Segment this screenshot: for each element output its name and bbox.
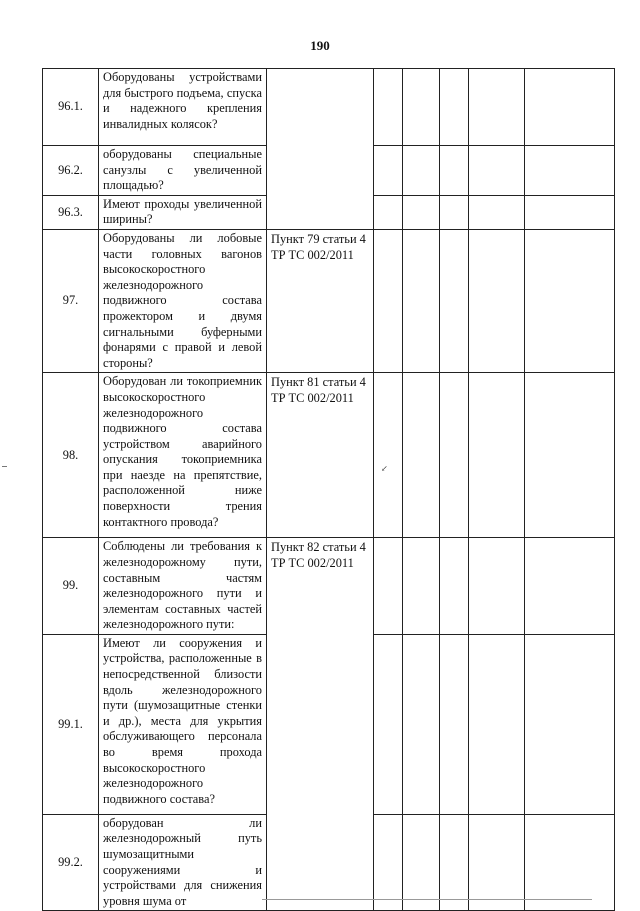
question-text: Оборудованы ли лобовые части головных вагонов высокоскоростного железнодорожного подвижного состава прожектором и двумя сигнальными буферными фонарями с правой и левой стороны? xyxy=(103,230,262,370)
empty-cell xyxy=(440,634,469,814)
empty-cell xyxy=(525,373,615,538)
question-text: оборудованы специальные санузлы с увеличенной площадью? xyxy=(103,147,262,193)
empty-cell xyxy=(469,69,525,146)
table-row xyxy=(43,373,615,538)
empty-cell xyxy=(403,195,440,229)
checklist-table xyxy=(42,68,615,911)
empty-cell xyxy=(440,814,469,911)
empty-cell xyxy=(403,146,440,196)
row-number: 99. xyxy=(43,538,99,635)
reference-cell xyxy=(267,69,374,230)
empty-cell xyxy=(525,229,615,372)
empty-cell xyxy=(469,195,525,229)
question-text: Имеют проходы увеличенной ширины? xyxy=(103,196,262,227)
row-number: 96.3. xyxy=(43,195,99,229)
empty-cell xyxy=(469,634,525,814)
scan-artifact xyxy=(2,466,7,467)
empty-cell xyxy=(440,229,469,372)
row-number: 99.1. xyxy=(43,634,99,814)
empty-cell xyxy=(374,634,403,814)
empty-cell xyxy=(469,146,525,196)
empty-cell xyxy=(440,538,469,635)
empty-cell xyxy=(403,69,440,146)
empty-cell xyxy=(525,69,615,146)
empty-cell xyxy=(403,229,440,372)
empty-cell xyxy=(525,538,615,635)
empty-cell xyxy=(525,814,615,911)
empty-cell xyxy=(374,69,403,146)
reference-text: Пункт 82 статьи 4 ТР ТС 002/2011 xyxy=(267,538,374,911)
empty-cell xyxy=(374,146,403,196)
row-number: 96.1. xyxy=(43,69,99,146)
row-number: 98. xyxy=(43,373,99,538)
empty-cell xyxy=(374,814,403,911)
empty-cell xyxy=(469,538,525,635)
row-number: 96.2. xyxy=(43,146,99,196)
empty-cell xyxy=(440,69,469,146)
table-row xyxy=(43,69,615,146)
empty-cell xyxy=(469,373,525,538)
empty-cell xyxy=(469,229,525,372)
stray-mark: ↙ xyxy=(381,464,388,473)
row-number: 97. xyxy=(43,229,99,372)
question-text: оборудован ли железнодорожный путь шумозащитными сооружениями и устройствами для снижения уровня шума от xyxy=(103,815,262,908)
empty-cell xyxy=(403,538,440,635)
empty-cell xyxy=(403,373,440,538)
empty-cell xyxy=(374,373,403,538)
question-text: Соблюдены ли требования к железнодорожному пути, составным частям железнодорожного пути и элементам составных частей железнодорожного пути: xyxy=(103,539,262,632)
empty-cell xyxy=(403,814,440,911)
empty-cell xyxy=(469,814,525,911)
empty-cell xyxy=(440,373,469,538)
question-text: Имеют ли сооружения и устройства, расположенные в непосредственной близости вдоль железнодорожного пути (шумозащитные стенки и др.), места для укрытия обслуживающего персонала во время прохода высокоскоростного железнодорожного подвижного состава? xyxy=(103,635,262,806)
table-row xyxy=(43,538,615,635)
reference-text: Пункт 81 статьи 4 ТР ТС 002/2011 xyxy=(267,373,374,538)
empty-cell xyxy=(440,195,469,229)
page-number: 190 xyxy=(310,38,330,53)
table-row xyxy=(43,229,615,372)
question-text: Оборудован ли токоприемник высокоскоростного железнодорожного подвижного состава устройством аварийного опускания токоприемника при наезде на препятствие, расположенной ниже поверхности трения контактного провода? xyxy=(103,374,262,529)
empty-cell xyxy=(525,195,615,229)
empty-cell xyxy=(403,634,440,814)
row-number: 99.2. xyxy=(43,814,99,911)
empty-cell xyxy=(525,634,615,814)
reference-text: Пункт 79 статьи 4 ТР ТС 002/2011 xyxy=(267,229,374,372)
empty-cell xyxy=(440,146,469,196)
question-text: Оборудованы устройствами для быстрого подъема, спуска и надежного крепления инвалидных колясок? xyxy=(103,70,262,131)
empty-cell xyxy=(374,538,403,635)
empty-cell xyxy=(374,195,403,229)
empty-cell xyxy=(374,229,403,372)
scan-edge-line xyxy=(262,899,592,900)
empty-cell xyxy=(525,146,615,196)
